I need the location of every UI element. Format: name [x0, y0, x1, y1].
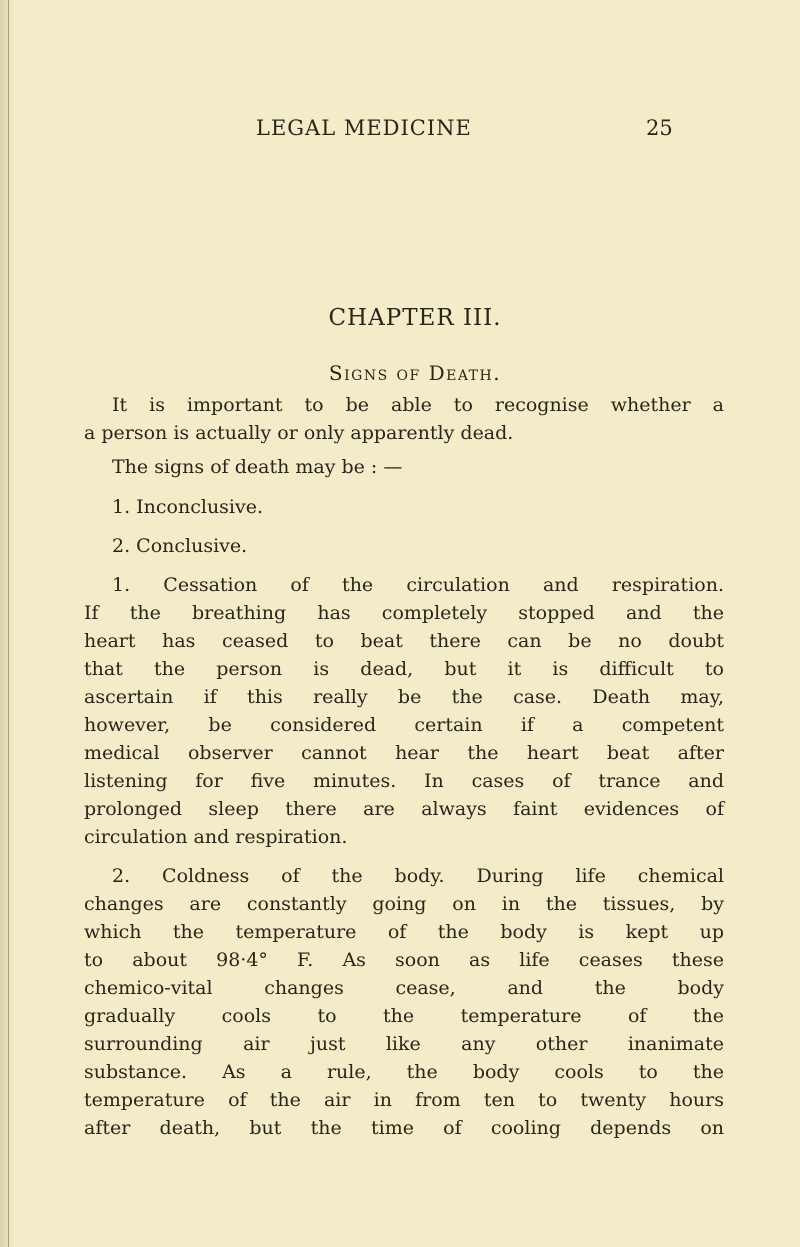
text-line: gradually cools to the temperature of the — [84, 1005, 724, 1027]
text-line: prolonged sleep there are always faint evidences of — [84, 798, 724, 820]
text-line: 1. Cessation of the circulation and respiration. — [112, 574, 724, 596]
text-line: The signs of death may be : — — [112, 456, 403, 478]
list-item: 1. Inconclusive. — [112, 496, 264, 518]
text-line: circulation and respiration. — [84, 826, 348, 848]
section-title: Signs of Death. — [328, 361, 502, 385]
text-line: to about 98·4° F. As soon as life ceases these — [84, 949, 724, 971]
text-line: It is important to be able to recognise whether a — [112, 394, 724, 416]
chapter-title: CHAPTER III. — [328, 305, 502, 331]
text-line: ascertain if this really be the case. Death may, — [84, 686, 724, 708]
text-line: that the person is dead, but it is difficult to — [84, 658, 724, 680]
text-line: changes are constantly going on in the tissues, by — [84, 893, 724, 915]
text-line: heart has ceased to beat there can be no doubt — [84, 630, 724, 652]
text-line: temperature of the air in from ten to twenty hours — [84, 1089, 724, 1111]
text-line: however, be considered certain if a competent — [84, 714, 724, 736]
text-line: substance. As a rule, the body cools to the — [84, 1061, 724, 1083]
text-line: If the breathing has completely stopped and the — [84, 602, 724, 624]
text-line: medical observer cannot hear the heart beat after — [84, 742, 724, 764]
page-number: 25 — [646, 116, 673, 140]
page-gutter-shadow — [0, 0, 14, 1247]
text-line: chemico-vital changes cease, and the body — [84, 977, 724, 999]
text-line: a person is actually or only apparently dead. — [84, 422, 514, 444]
text-line: listening for five minutes. In cases of trance and — [84, 770, 724, 792]
list-item: 2. Conclusive. — [112, 535, 248, 557]
running-head: LEGAL MEDICINE — [256, 116, 472, 140]
text-line: surrounding air just like any other inanimate — [84, 1033, 724, 1055]
text-line: which the temperature of the body is kept up — [84, 921, 724, 943]
text-line: 2. Coldness of the body. During life chemical — [112, 865, 724, 887]
text-line: after death, but the time of cooling depends on — [84, 1117, 724, 1139]
binding-edge-line — [8, 0, 9, 1247]
